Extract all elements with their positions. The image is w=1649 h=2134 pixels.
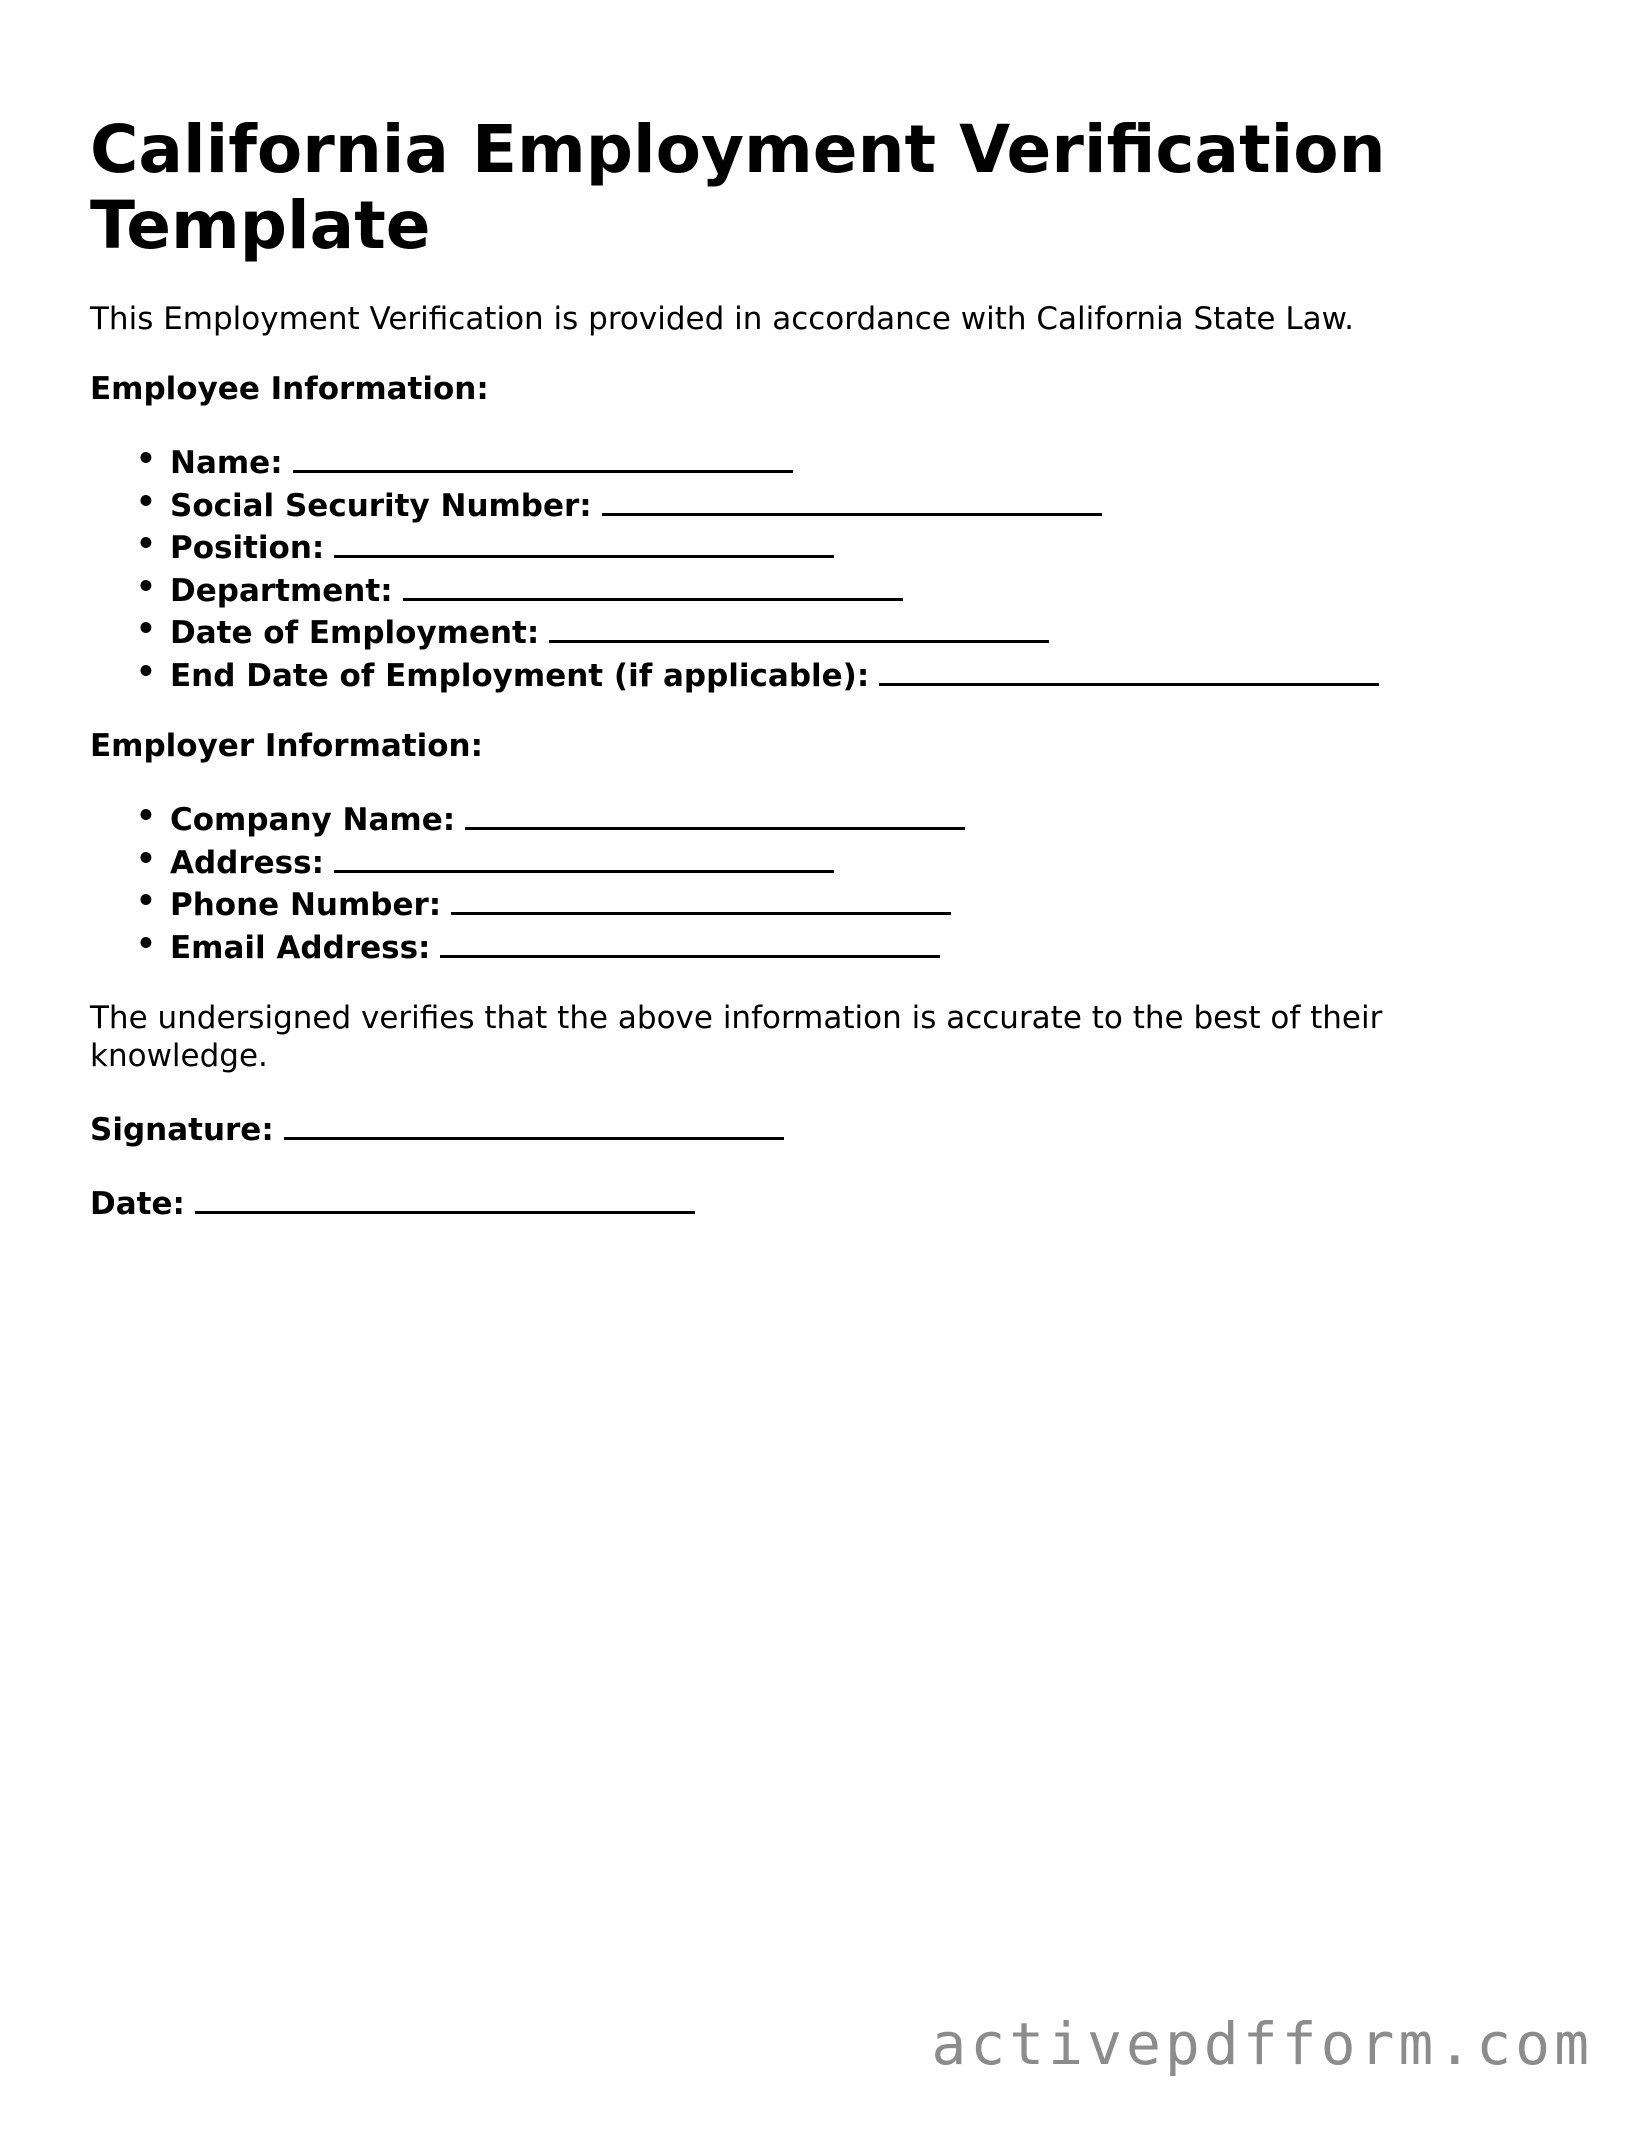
company-name-blank[interactable]	[465, 797, 965, 830]
bullet: •	[136, 611, 156, 647]
field-label: End Date of Employment (if applicable):	[170, 657, 870, 694]
email-blank[interactable]	[440, 925, 940, 958]
bullet: •	[136, 798, 156, 834]
signature-label: Signature:	[90, 1112, 274, 1148]
closing-statement: The undersigned verifies that the above information is accurate to the best of their knowledge.	[90, 1000, 1383, 1074]
intro-text: This Employment Verification is provided in accordance with California State Law.	[90, 301, 1354, 337]
field-label: Date of Employment:	[170, 615, 540, 651]
employer-field-address	[136, 840, 1560, 883]
bullet: •	[136, 483, 156, 520]
name-blank[interactable]	[293, 440, 793, 473]
employee-field-start-date	[136, 610, 1560, 653]
signature-blank[interactable]	[284, 1107, 784, 1140]
field-label: Company Name:	[170, 802, 456, 838]
field-label: Position:	[170, 530, 325, 566]
department-blank[interactable]	[403, 568, 903, 601]
field-label: Department:	[170, 572, 393, 609]
end-date-blank[interactable]	[879, 653, 1379, 686]
employee-field-department	[136, 568, 1560, 611]
position-blank[interactable]	[334, 525, 834, 558]
employee-field-position	[136, 525, 1560, 568]
employer-section-heading: Employer Information:	[90, 728, 484, 764]
employer-field-email	[136, 925, 1560, 968]
bullet: •	[136, 526, 156, 562]
date-blank[interactable]	[195, 1181, 695, 1214]
bullet: •	[136, 568, 156, 605]
date-label: Date:	[90, 1186, 185, 1222]
employer-field-company	[136, 797, 1560, 840]
employee-section-heading: Employee Information:	[90, 371, 489, 407]
bullet: •	[136, 653, 156, 690]
bullet: •	[136, 883, 156, 919]
field-label: Email Address:	[170, 929, 431, 966]
employer-field-phone	[136, 882, 1560, 925]
employee-field-name	[136, 440, 1560, 483]
watermark: activepdfform.com	[931, 2010, 1593, 2078]
signature-line	[90, 1107, 1560, 1149]
date-line	[90, 1181, 1560, 1223]
field-label: Name:	[170, 445, 283, 481]
field-label: Address:	[170, 844, 324, 881]
bullet: •	[136, 441, 156, 477]
employer-fields-list	[90, 797, 1560, 967]
phone-blank[interactable]	[451, 882, 951, 915]
field-label: Phone Number:	[170, 887, 442, 923]
bullet: •	[136, 840, 156, 877]
document-page	[90, 112, 1560, 1223]
employee-field-ssn	[136, 483, 1560, 526]
bullet: •	[136, 925, 156, 962]
ssn-blank[interactable]	[602, 483, 1102, 516]
address-blank[interactable]	[334, 840, 834, 873]
field-label: Social Security Number:	[170, 487, 592, 524]
document-title: California Employment Verification Template	[90, 111, 1386, 264]
employee-field-end-date	[136, 653, 1560, 696]
employee-fields-list	[90, 440, 1560, 695]
start-date-blank[interactable]	[549, 610, 1049, 643]
